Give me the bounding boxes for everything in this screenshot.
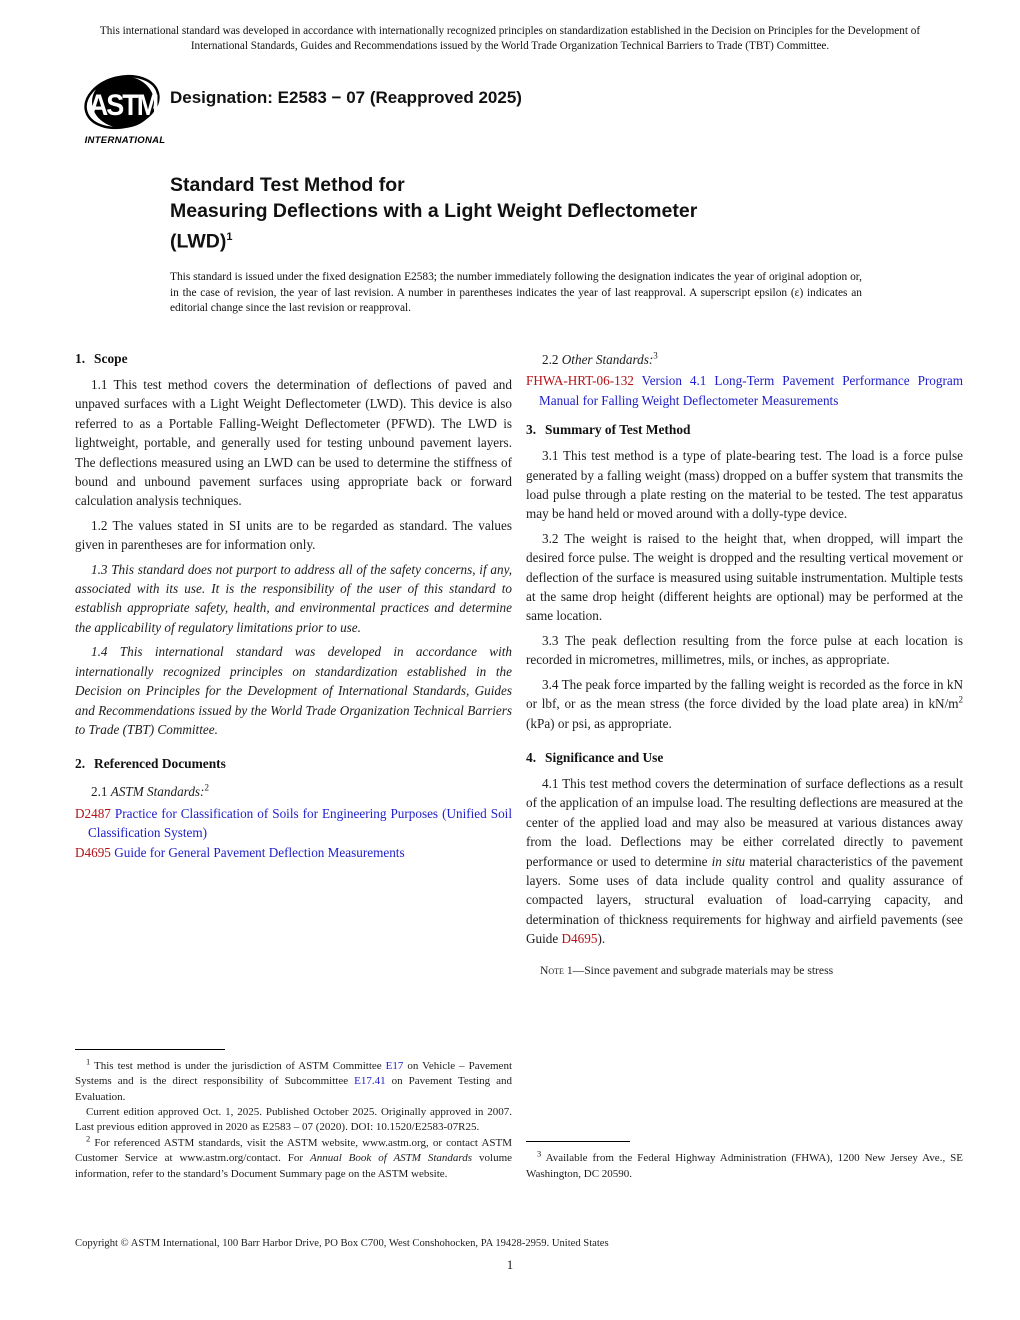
d4695-link-2[interactable]: D4695: [561, 931, 598, 947]
left-footnotes: [75, 1049, 512, 1182]
two-column-body: [75, 350, 963, 1182]
section-heading-referenced-documents: 2. Referenced Documents: [75, 756, 226, 772]
title-footnote-ref: 1: [226, 231, 233, 243]
para-3-1: 3.1 This test method is a type of plate-bearing test. The load is a force pulse generated by a falling weight (mass) dropped on a buffer system that transmits the load pulse through a plate resting on the material to be tested. The test apparatus may be hand held or moved around with a dolly-type device.: [526, 448, 963, 522]
page-number: 1: [506, 1258, 514, 1272]
d4695-link[interactable]: D4695: [75, 844, 111, 860]
fhwa-title[interactable]: Version 4.1 Long-Term Pavement Performance Program Manual for Falling Weight Deflectometer Measurements: [539, 373, 963, 408]
copyright-line: Copyright © ASTM International, 100 Barr Harbor Drive, PO Box C700, West Conshohocken, PA 19428-2959. United States: [75, 1238, 609, 1249]
e17-link[interactable]: E17: [385, 1059, 404, 1072]
footnote-ref-3: 3: [653, 350, 658, 361]
fhwa-link[interactable]: FHWA-HRT-06-132: [526, 373, 634, 389]
section-heading-summary: 3. Summary of Test Method: [526, 422, 691, 438]
wto-notice: This international standard was developed in accordance with internationally recognized principles on standardization established in the Decision on Principles for the Development of International Standards, Guides and Recommendations issued by the World Trade Organization Technical Barriers to Trade (TBT) Committee.: [99, 25, 921, 52]
footnote-ref-2: 2: [204, 782, 209, 793]
reference-fhwa: [526, 371, 963, 410]
astm-logo: [82, 72, 168, 146]
designation-line: Designation: E2583 − 07 (Reapproved 2025): [170, 88, 522, 107]
issuance-note: This standard is issued under the fixed designation E2583; the number immediately following the designation indicates the year of original adoption or, in the case of revision, the year of last revision. A number in parentheses indicates the year of last reapproval. A superscript epsilon (ε) indicates an editorial change since the last revision or reapproval.: [170, 271, 862, 315]
e17-41-link[interactable]: E17.41: [354, 1075, 386, 1088]
reference-d4695: [75, 843, 512, 862]
subsection-2-2: 2.2 Other Standards:$^3$: [542, 350, 658, 367]
para-3-4: 3.4 The peak force imparted by the falling weight is recorded as the force in kN or lbf, or as the mean stress (the force divided by the load plate area) in $kN/m^2$ (kPa) or psi, as appropriate.: [526, 676, 963, 731]
right-column: [526, 350, 963, 1182]
footnote-divider-left: [75, 1049, 225, 1050]
document-title: [170, 172, 870, 255]
para-3-2: 3.2 The weight is raised to the height that, when dropped, will impart the desired force pulse. The weight is dropped and the resulting vertical movement or deflection of the surface is measured using suitable instrumentation. Multiple tests at the same drop height (different heights are optional) may be performed at the same location.: [526, 530, 963, 624]
footnote-2: $^2$ For referenced ASTM standards, visit the ASTM website, www.astm.org, or contact ASTM Customer Service at www.astm.org/contact. For Annual Book of ASTM Standards volume information, refer to the standard’s Document Summary page on the ASTM website.: [75, 1133, 513, 1180]
para-1-2: 1.2 The values stated in SI units are to be regarded as standard. The values given in parentheses are for information only.: [75, 517, 512, 553]
footnote-divider-right: [526, 1141, 630, 1142]
reference-d2487: [75, 804, 512, 843]
right-footnotes: [526, 1141, 963, 1182]
subsection-2-1: 2.1 ASTM Standards:$^2$: [91, 782, 209, 800]
para-3-3: 3.3 The peak deflection resulting from the force pulse at each location is recorded in micrometres, millimetres, mils, or inches, as appropriate.: [526, 632, 963, 668]
para-4-1: 4.1 This test method covers the determination of surface deflections as a result of the application of an impulse load. The resulting deflections are measured at the center of the applied load and may also be measured at various distances away from the load. Deflections may be either correlated directly to pavement performance or used to determine in situ material characteristics of the pavement layers. Some uses of data include quality control and quality assurance of compacted layers, structural evaluation of load-carrying capacity, and determination of thickness requirements for highway and airfield pavements (see Guide D4695).: [526, 775, 963, 947]
title-line-3: (LWD)$^1$: [170, 230, 233, 253]
para-1-4: 1.4 This international standard was developed in accordance with internationally recognized principles on standardization established in the Decision on Principles for the Development of International Standards, Guides and Recommendations issued by the World Trade Organization Technical Barriers to Trade (TBT) Committee.: [75, 644, 512, 737]
para-1-1: 1.1 This test method covers the determination of deflections of paved and unpaved surfaces with a Light Weight Deflectometer (LWD). This device is also referred to as a Portable Falling-Weight Deflectometer (PFWD). The LWD is lightweight, portable, and generally used for testing unbound pavement layers. The deflections measured using an LWD can be used to determine the stiffness of bound and unbound pavement surfaces using appropriate back or forward calculation analysis techniques.: [75, 377, 512, 509]
d4695-title[interactable]: Guide for General Pavement Deflection Measurements: [110, 844, 405, 860]
footnote-3: $^3$ Available from the Federal Highway Administration (FHWA), 1200 New Jersey Ave., SE Washington, DC 20590.: [526, 1148, 963, 1180]
section-heading-significance: 4. Significance and Use: [526, 749, 664, 765]
astm-logo-subtitle: INTERNATIONAL: [84, 135, 166, 146]
left-column: [75, 350, 512, 1182]
d2487-title[interactable]: Practice for Classification of Soils for Engineering Purposes (Unified Soil Classification System): [88, 805, 512, 841]
footnote-1-edition: Current edition approved Oct. 1, 2025. Published October 2025. Originally approved in 2007. Last previous edition approved in 2020 as E2583 – 07 (2020). DOI: 10.1520/E2583-07R25.: [75, 1105, 512, 1134]
section-heading-scope: 1. Scope: [75, 351, 128, 366]
title-line-1: Standard Test Method for: [170, 174, 405, 196]
astm-globe-icon: [82, 72, 162, 134]
note-1: Note 1—Since pavement and subgrade materials may be stress: [540, 963, 834, 977]
title-line-2: Measuring Deflections with a Light Weight Deflectometer: [170, 200, 698, 222]
svg-text:ASTM: ASTM: [88, 89, 158, 122]
d2487-link[interactable]: D2487: [75, 805, 111, 821]
para-1-3: 1.3 This standard does not purport to address all of the safety concerns, if any, associated with its use. It is the responsibility of the user of this standard to establish appropriate safety, health, and environmental practices and determine the applicability of regulatory limitations prior to use.: [75, 561, 512, 635]
footnote-1: $^1$ This test method is under the jurisdiction of ASTM Committee E17 on Vehicle – Pavement Systems and is the direct responsibility of Subcommittee E17.41 on Pavement Testing and Evaluation. Current edition approved Oct. 1, 2025. Published October 2025. Originally approved in 2007. Last previous edition approved in 2020 as E2583 – 07 (2020). DOI: 10.1520/E2583-07R25.: [75, 1059, 512, 1136]
